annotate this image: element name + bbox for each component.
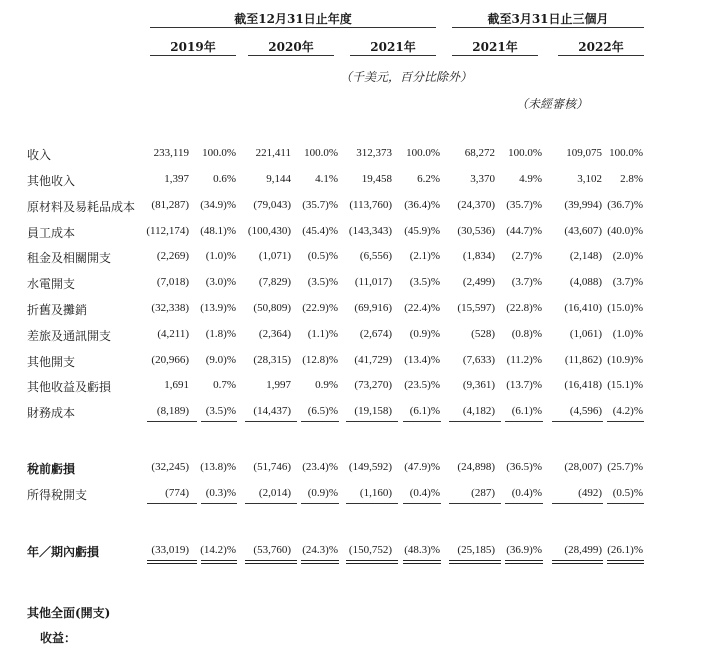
amount-cell: (20,966) bbox=[151, 354, 189, 366]
total-double-rule bbox=[607, 560, 644, 564]
subtotal-rule bbox=[505, 503, 543, 504]
percent-cell: (14.2)% bbox=[200, 544, 236, 556]
percent-cell: (15.0)% bbox=[607, 302, 643, 314]
income-label: 收益： bbox=[40, 631, 77, 645]
percent-cell: (10.9)% bbox=[607, 354, 643, 366]
amount-cell: (7,633) bbox=[462, 354, 495, 366]
unaudited-note: （未經審核） bbox=[516, 97, 589, 111]
percent-cell: 4.1% bbox=[315, 173, 338, 185]
subtotal-rule bbox=[607, 503, 644, 504]
amount-cell: (4,596) bbox=[569, 405, 602, 417]
percent-cell: (6.1)% bbox=[511, 405, 542, 417]
percent-cell: (13.4)% bbox=[404, 354, 440, 366]
amount-cell: (16,418) bbox=[564, 379, 602, 391]
amount-cell: (113,760) bbox=[349, 199, 392, 211]
amount-cell: 1,397 bbox=[164, 173, 189, 185]
total-double-rule bbox=[403, 560, 441, 564]
percent-cell: (24.3)% bbox=[302, 544, 338, 556]
percent-cell: (4.2)% bbox=[612, 405, 643, 417]
amount-cell: (79,043) bbox=[253, 199, 291, 211]
amount-cell: (9,361) bbox=[462, 379, 495, 391]
percent-cell: (35.7)% bbox=[302, 199, 338, 211]
percent-cell: (3.5)% bbox=[205, 405, 236, 417]
amount-cell: (32,245) bbox=[151, 461, 189, 473]
amount-cell: (28,315) bbox=[253, 354, 291, 366]
amount-cell: (51,746) bbox=[253, 461, 291, 473]
subtotal-rule bbox=[346, 503, 398, 504]
amount-cell: (32,338) bbox=[151, 302, 189, 314]
quarter-header-2021: 2021年 bbox=[472, 40, 518, 54]
percent-cell: (0.8)% bbox=[511, 328, 542, 340]
percent-cell: 4.9% bbox=[519, 173, 542, 185]
percent-cell: (36.4)% bbox=[404, 199, 440, 211]
percent-cell: (22.4)% bbox=[404, 302, 440, 314]
subtotal-rule bbox=[201, 503, 237, 504]
subtotal-rule bbox=[449, 503, 501, 504]
percent-cell: (0.9)% bbox=[409, 328, 440, 340]
amount-cell: (774) bbox=[165, 487, 189, 499]
percent-cell: 100.0% bbox=[406, 147, 440, 159]
percent-cell: (48.3)% bbox=[404, 544, 440, 556]
row-label: 所得稅開支 bbox=[27, 488, 88, 502]
group-header-year-rule bbox=[150, 27, 436, 28]
percent-cell: 100.0% bbox=[609, 147, 643, 159]
subtotal-rule bbox=[607, 421, 644, 422]
amount-cell: 68,272 bbox=[464, 147, 495, 159]
subtotal-rule bbox=[201, 421, 237, 422]
percent-cell: (36.9)% bbox=[506, 544, 542, 556]
subtotal-rule bbox=[403, 421, 441, 422]
amount-cell: (53,760) bbox=[253, 544, 291, 556]
percent-cell: (13.9)% bbox=[200, 302, 236, 314]
percent-cell: (40.0)% bbox=[607, 225, 643, 237]
subtotal-rule bbox=[505, 421, 543, 422]
row-label: 年／期內虧損 bbox=[27, 545, 100, 559]
row-label: 原材料及易耗品成本 bbox=[27, 200, 136, 214]
total-double-rule bbox=[505, 560, 543, 564]
subtotal-rule bbox=[552, 503, 603, 504]
percent-cell: (9.0)% bbox=[205, 354, 236, 366]
row-label: 折舊及攤銷 bbox=[27, 303, 88, 317]
amount-cell: (528) bbox=[471, 328, 495, 340]
amount-cell: (15,597) bbox=[457, 302, 495, 314]
amount-cell: (149,592) bbox=[348, 461, 392, 473]
percent-cell: (45.9)% bbox=[404, 225, 440, 237]
total-double-rule bbox=[301, 560, 339, 564]
percent-cell: 100.0% bbox=[508, 147, 542, 159]
percent-cell: (13.7)% bbox=[506, 379, 542, 391]
amount-cell: 9,144 bbox=[266, 173, 291, 185]
amount-cell: (30,536) bbox=[457, 225, 495, 237]
percent-cell: (1.0)% bbox=[612, 328, 643, 340]
percent-cell: (0.9)% bbox=[307, 487, 338, 499]
amount-cell: (4,211) bbox=[157, 328, 189, 340]
amount-cell: (41,729) bbox=[354, 354, 392, 366]
percent-cell: (2.0)% bbox=[612, 250, 643, 262]
percent-cell: (0.4)% bbox=[409, 487, 440, 499]
amount-cell: (112,174) bbox=[146, 225, 189, 237]
percent-cell: (36.5)% bbox=[506, 461, 542, 473]
subtotal-rule bbox=[245, 421, 297, 422]
amount-cell: 1,691 bbox=[164, 379, 189, 391]
amount-cell: (4,088) bbox=[569, 276, 602, 288]
subtotal-rule bbox=[301, 421, 339, 422]
percent-cell: (13.8)% bbox=[200, 461, 236, 473]
row-label: 財務成本 bbox=[27, 406, 76, 420]
percent-cell: (22.9)% bbox=[302, 302, 338, 314]
amount-cell: (143,343) bbox=[348, 225, 392, 237]
amount-cell: (8,189) bbox=[156, 405, 189, 417]
unit-note: （千美元，百分比除外） bbox=[340, 70, 473, 84]
percent-cell: (48.1)% bbox=[200, 225, 236, 237]
amount-cell: 109,075 bbox=[566, 147, 602, 159]
row-label: 其他開支 bbox=[27, 355, 76, 369]
year-header-2021: 2021年 bbox=[370, 40, 416, 54]
percent-cell: (45.4)% bbox=[302, 225, 338, 237]
amount-cell: (6,556) bbox=[359, 250, 392, 262]
row-label: 收入 bbox=[27, 148, 52, 162]
amount-cell: (24,370) bbox=[457, 199, 495, 211]
amount-cell: (14,437) bbox=[253, 405, 291, 417]
amount-cell: (150,752) bbox=[348, 544, 392, 556]
group-header-year: 截至12月31日止年度 bbox=[234, 12, 352, 26]
amount-cell: (4,182) bbox=[462, 405, 495, 417]
amount-cell: (24,898) bbox=[457, 461, 495, 473]
year-header-rule bbox=[452, 55, 538, 56]
amount-cell: (2,674) bbox=[359, 328, 392, 340]
amount-cell: (33,019) bbox=[151, 544, 189, 556]
percent-cell: (35.7)% bbox=[506, 199, 542, 211]
year-header-2020: 2020年 bbox=[268, 40, 314, 54]
percent-cell: (25.7)% bbox=[607, 461, 643, 473]
amount-cell: (25,185) bbox=[457, 544, 495, 556]
total-double-rule bbox=[201, 560, 237, 564]
amount-cell: (19,158) bbox=[354, 405, 392, 417]
percent-cell: (2.7)% bbox=[511, 250, 542, 262]
percent-cell: (3.5)% bbox=[409, 276, 440, 288]
quarter-header-2022: 2022年 bbox=[578, 40, 624, 54]
amount-cell: (16,410) bbox=[564, 302, 602, 314]
amount-cell: (7,829) bbox=[258, 276, 291, 288]
amount-cell: (2,014) bbox=[258, 487, 291, 499]
subtotal-rule bbox=[449, 421, 501, 422]
amount-cell: (11,862) bbox=[564, 354, 602, 366]
total-double-rule bbox=[552, 560, 603, 564]
group-header-quarter: 截至3月31日止三個月 bbox=[487, 12, 609, 26]
percent-cell: (23.4)% bbox=[302, 461, 338, 473]
percent-cell: (3.7)% bbox=[511, 276, 542, 288]
row-label: 租金及相關開支 bbox=[27, 251, 112, 265]
amount-cell: (28,499) bbox=[564, 544, 602, 556]
percent-cell: (11.2)% bbox=[506, 354, 542, 366]
percent-cell: 100.0% bbox=[304, 147, 338, 159]
amount-cell: (7,018) bbox=[156, 276, 189, 288]
percent-cell: (6.1)% bbox=[409, 405, 440, 417]
amount-cell: (1,160) bbox=[359, 487, 392, 499]
year-header-rule bbox=[350, 55, 436, 56]
amount-cell: (43,607) bbox=[564, 225, 602, 237]
percent-cell: (22.8)% bbox=[506, 302, 542, 314]
percent-cell: (6.5)% bbox=[307, 405, 338, 417]
year-header-rule bbox=[150, 55, 236, 56]
percent-cell: (36.7)% bbox=[607, 199, 643, 211]
percent-cell: (1.8)% bbox=[205, 328, 236, 340]
year-header-rule bbox=[248, 55, 334, 56]
percent-cell: (0.5)% bbox=[307, 250, 338, 262]
percent-cell: 0.9% bbox=[315, 379, 338, 391]
row-label: 差旅及通訊開支 bbox=[27, 329, 112, 343]
row-label: 其他收入 bbox=[27, 174, 76, 188]
row-label: 員工成本 bbox=[27, 226, 76, 240]
amount-cell: (50,809) bbox=[253, 302, 291, 314]
percent-cell: 0.7% bbox=[213, 379, 236, 391]
percent-cell: (12.8)% bbox=[302, 354, 338, 366]
amount-cell: (2,148) bbox=[569, 250, 602, 262]
amount-cell: (11,017) bbox=[354, 276, 392, 288]
percent-cell: (47.9)% bbox=[404, 461, 440, 473]
subtotal-rule bbox=[147, 503, 197, 504]
amount-cell: 1,997 bbox=[266, 379, 291, 391]
percent-cell: (1.1)% bbox=[307, 328, 338, 340]
percent-cell: (0.4)% bbox=[511, 487, 542, 499]
percent-cell: (44.7)% bbox=[506, 225, 542, 237]
subtotal-rule bbox=[403, 503, 441, 504]
row-label: 稅前虧損 bbox=[27, 462, 76, 476]
subtotal-rule bbox=[147, 421, 197, 422]
amount-cell: (2,269) bbox=[156, 250, 189, 262]
year-header-2019: 2019年 bbox=[170, 40, 216, 54]
other-comprehensive-label: 其他全面(開支) bbox=[27, 606, 111, 620]
percent-cell: (26.1)% bbox=[607, 544, 643, 556]
percent-cell: (1.0)% bbox=[205, 250, 236, 262]
amount-cell: (100,430) bbox=[247, 225, 291, 237]
row-label: 水電開支 bbox=[27, 277, 76, 291]
amount-cell: (2,499) bbox=[462, 276, 495, 288]
total-double-rule bbox=[346, 560, 398, 564]
amount-cell: (1,071) bbox=[258, 250, 291, 262]
percent-cell: 2.8% bbox=[620, 173, 643, 185]
amount-cell: (81,287) bbox=[151, 199, 189, 211]
subtotal-rule bbox=[301, 503, 339, 504]
total-double-rule bbox=[449, 560, 501, 564]
percent-cell: (34.9)% bbox=[200, 199, 236, 211]
amount-cell: (1,061) bbox=[569, 328, 602, 340]
amount-cell: (69,916) bbox=[354, 302, 392, 314]
amount-cell: (73,270) bbox=[354, 379, 392, 391]
amount-cell: (287) bbox=[471, 487, 495, 499]
percent-cell: (2.1)% bbox=[409, 250, 440, 262]
amount-cell: 3,370 bbox=[470, 173, 495, 185]
percent-cell: (3.7)% bbox=[612, 276, 643, 288]
percent-cell: (3.0)% bbox=[205, 276, 236, 288]
percent-cell: (15.1)% bbox=[607, 379, 643, 391]
total-double-rule bbox=[245, 560, 297, 564]
amount-cell: 312,373 bbox=[356, 147, 392, 159]
amount-cell: 233,119 bbox=[153, 147, 189, 159]
row-label: 其他收益及虧損 bbox=[27, 380, 112, 394]
subtotal-rule bbox=[552, 421, 603, 422]
amount-cell: (492) bbox=[578, 487, 602, 499]
percent-cell: (3.5)% bbox=[307, 276, 338, 288]
percent-cell: (23.5)% bbox=[404, 379, 440, 391]
percent-cell: (0.5)% bbox=[612, 487, 643, 499]
amount-cell: (1,834) bbox=[462, 250, 495, 262]
subtotal-rule bbox=[245, 503, 297, 504]
percent-cell: 100.0% bbox=[202, 147, 236, 159]
amount-cell: (28,007) bbox=[564, 461, 602, 473]
amount-cell: 221,411 bbox=[255, 147, 291, 159]
amount-cell: (39,994) bbox=[564, 199, 602, 211]
percent-cell: 0.6% bbox=[213, 173, 236, 185]
amount-cell: 19,458 bbox=[361, 173, 392, 185]
amount-cell: 3,102 bbox=[577, 173, 602, 185]
total-double-rule bbox=[147, 560, 197, 564]
amount-cell: (2,364) bbox=[258, 328, 291, 340]
group-header-quarter-rule bbox=[452, 27, 644, 28]
year-header-rule bbox=[558, 55, 644, 56]
percent-cell: 6.2% bbox=[417, 173, 440, 185]
percent-cell: (0.3)% bbox=[205, 487, 236, 499]
subtotal-rule bbox=[346, 421, 398, 422]
